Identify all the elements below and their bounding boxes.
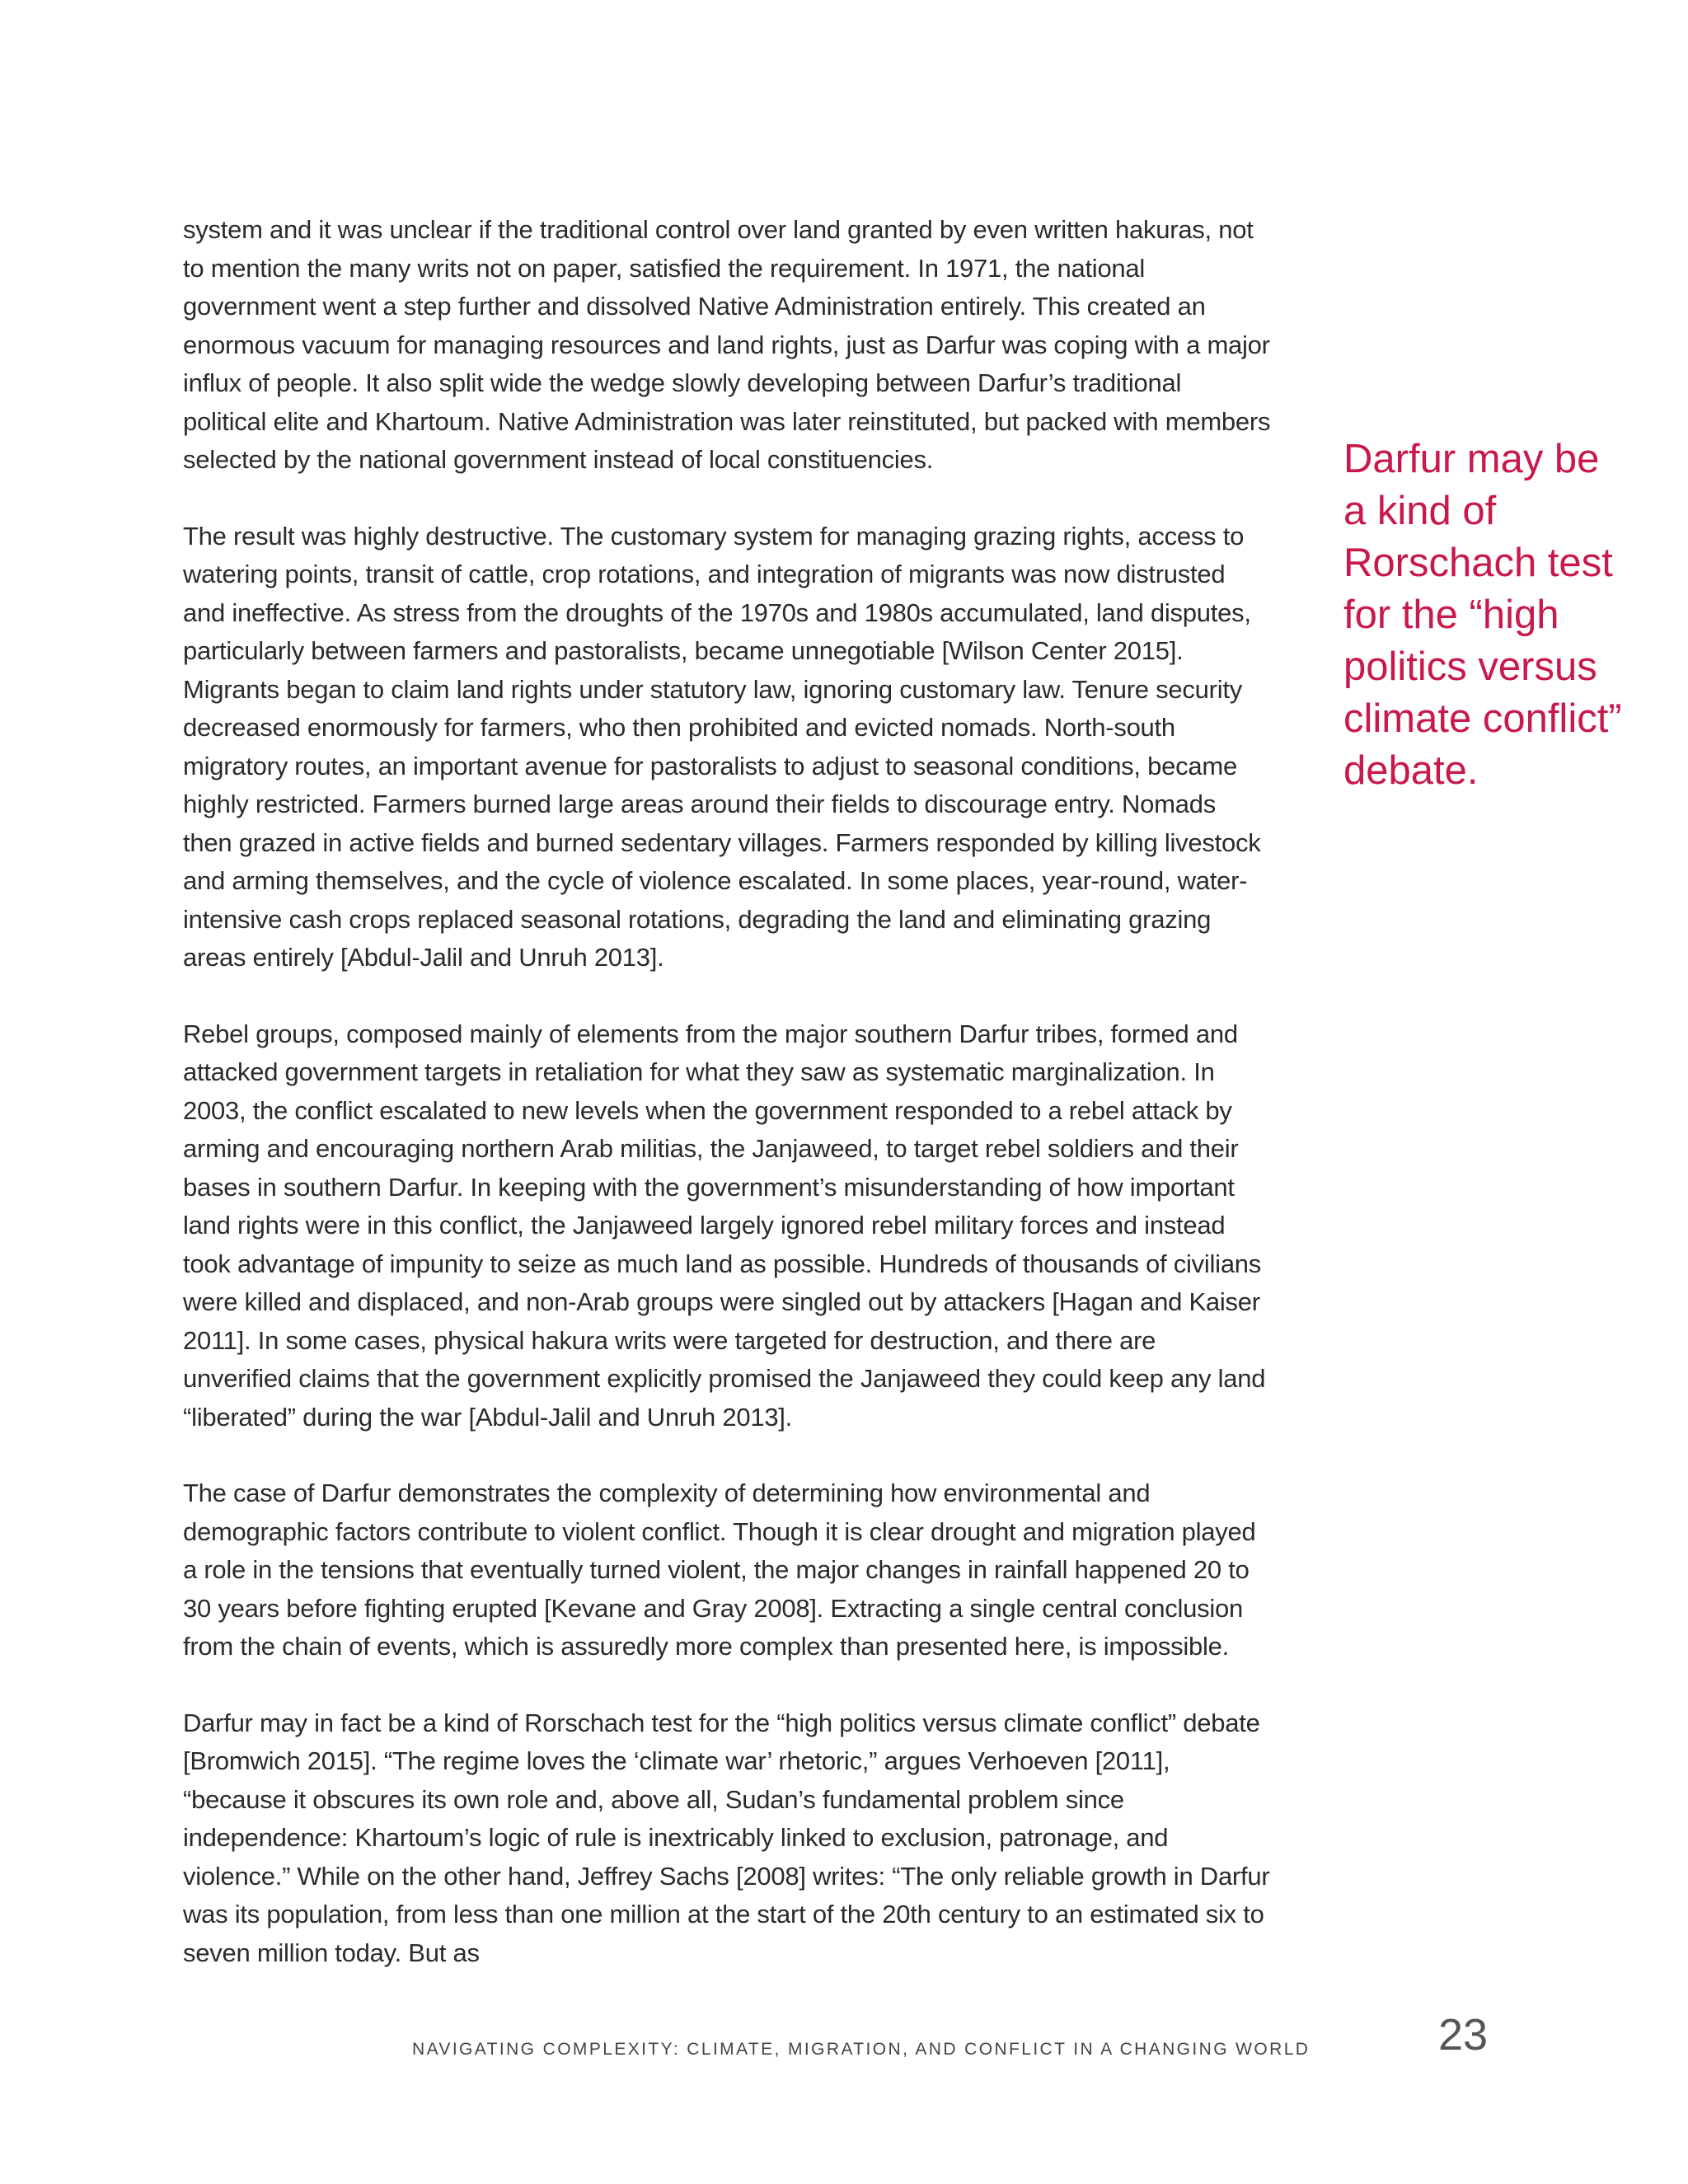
body-paragraph-5: Darfur may in fact be a kind of Rorschach test for the “high politics versus climate conflict” debate [Bromwich 2015]. “The regime loves the ‘climate war’ rhetoric,” argues Verhoeven [2011], “because it obscures its own role and, above all, Sudan’s fundamental problem since independence: Khartoum’s logic of rule is inextricably linked to exclusion, patronage, and violence.” While on the other hand, Jeffrey Sachs [2008] writes: “The only reliable growth in Darfur was its population, from less than one million at the start of the 20th century to an estimated six to seven million today. But as <box>183 1708 1270 1967</box>
footer-running-title: NAVIGATING COMPLEXITY: CLIMATE, MIGRATION, AND CONFLICT IN A CHANGING WORLD <box>412 2040 1311 2059</box>
body-text-column <box>183 211 1271 2010</box>
body-paragraph-2: The result was highly destructive. The customary system for managing grazing rights, access to watering points, transit of cattle, crop rotations, and integration of migrants was now distrusted and ineffective. As stress from the droughts of the 1970s and 1980s accumulated, land disputes, particularly between farmers and pastoralists, became unnegotiable [Wilson Center 2015]. Migrants began to claim land rights under statutory law, ignoring customary law. Tenure security decreased enormously for farmers, who then prohibited and evicted nomads. North-south migratory routes, an important avenue for pastoralists to adjust to seasonal conditions, became highly restricted. Farmers burned large areas around their fields to discourage entry. Nomads then grazed in active fields and burned sedentary villages. Farmers responded by killing livestock and arming themselves, and the cycle of violence escalated. In some places, year-round, water-intensive cash crops replaced seasonal rotations, degrading the land and eliminating grazing areas entirely [Abdul-Jalil and Unruh 2013]. <box>183 521 1261 972</box>
page-number: 23 <box>1438 2010 1489 2060</box>
pull-quote: Darfur may be a kind of Rorschach test for the “high politics versus climate conflict” debate. <box>1343 437 1622 793</box>
body-paragraph-4: The case of Darfur demonstrates the complexity of determining how environmental and demographic factors contribute to violent conflict. Though it is clear drought and migration played a role in the tensions that eventually turned violent, the major changes in rainfall happened 20 to 30 years before fighting erupted [Kevane and Gray 2008]. Extracting a single central conclusion from the chain of events, which is assuredly more complex than presented here, is impossible. <box>183 1479 1256 1661</box>
body-paragraph-1: system and it was unclear if the traditional control over land granted by even written hakuras, not to mention the many writs not on paper, satisfied the requirement. In 1971, the national government went a step further and dissolved Native Administration entirely. This created an enormous vacuum for managing resources and land rights, just as Darfur was coping with a major influx of people. It also split wide the wedge slowly developing between Darfur’s traditional political elite and Khartoum. Native Administration was later reinstituted, but packed with members selected by the national government instead of local constituencies. <box>183 215 1271 474</box>
body-paragraph-3: Rebel groups, composed mainly of elements from the major southern Darfur tribes, formed and attacked government targets in retaliation for what they saw as systematic marginalization. In 2003, the conflict escalated to new levels when the government responded to a rebel attack by arming and encouraging northern Arab militias, the Janjaweed, to target rebel soldiers and their bases in southern Darfur. In keeping with the government’s misunderstanding of how important land rights were in this conflict, the Janjaweed largely ignored rebel military forces and instead took advantage of impunity to seize as much land as possible. Hundreds of thousands of civilians were killed and displaced, and non-Arab groups were singled out by attackers [Hagan and Kaiser 2011]. In some cases, physical hakura writs were targeted for destruction, and there are unverified claims that the government explicitly promised the Janjaweed they could keep any land “liberated” during the war [Abdul-Jalil and Unruh 2013]. <box>183 1019 1266 1432</box>
